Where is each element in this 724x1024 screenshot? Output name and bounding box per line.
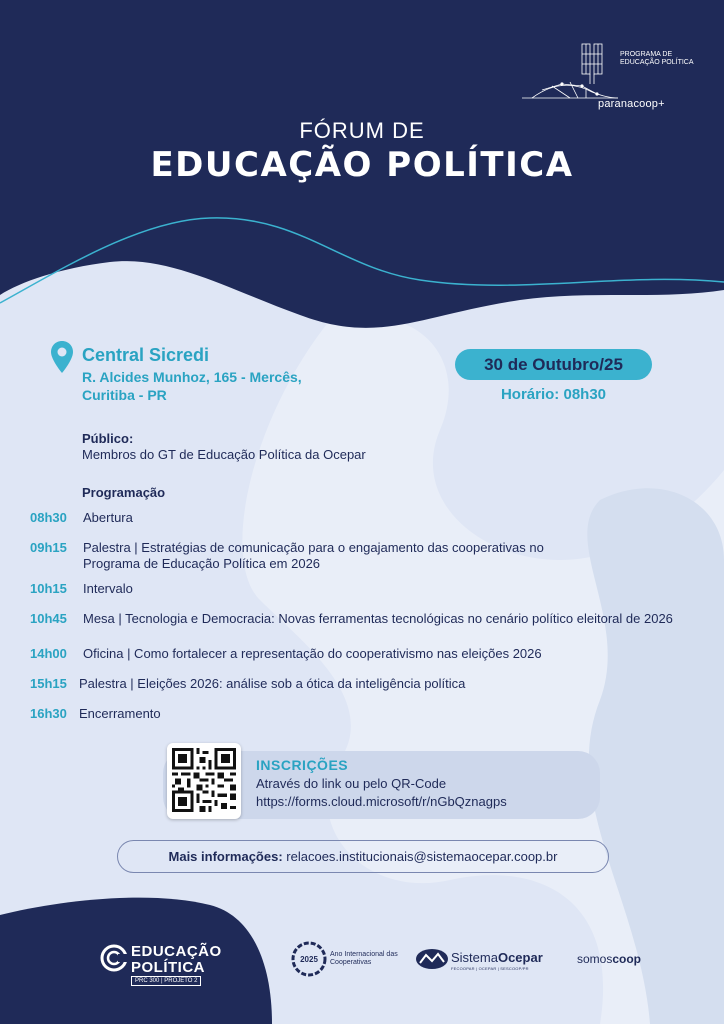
sistema-ocepar-logo-icon (415, 948, 449, 970)
schedule-time: 14h00 (30, 646, 67, 661)
venue-address-line1: R. Alcides Munhoz, 165 - Mercês, (82, 369, 302, 385)
schedule-description: Encerramento (79, 706, 161, 721)
event-title-line1: FÓRUM DE (299, 118, 425, 143)
cooperatives-year-text: Ano Internacional das Cooperativas (330, 951, 398, 966)
audience-label: Público: (82, 431, 134, 446)
schedule-time: 08h30 (30, 510, 67, 525)
ocepar-light: Sistema (451, 950, 498, 965)
schedule-description: Abertura (83, 510, 133, 525)
venue-address (82, 368, 302, 404)
location-pin-icon (50, 340, 74, 374)
educacao-politica-logo-tag: PRC 300 | PROJETO 2 (131, 976, 201, 986)
schedule-description: Mesa | Tecnologia e Democracia: Novas ferramentas tecnológicas no cenário político eleitoral de 2026 (83, 611, 673, 626)
educacao-politica-logo-line1: EDUCAÇÃO (131, 943, 222, 960)
event-date-badge: 30 de Outubro/25 (455, 349, 652, 380)
schedule-time: 10h15 (30, 581, 67, 596)
somos-light: somos (577, 952, 613, 966)
qr-code[interactable] (167, 743, 241, 819)
cooperatives-year-logo-icon (290, 940, 328, 978)
venue-name: Central Sicredi (82, 345, 210, 365)
program-logo-text: PROGRAMA DE EDUCAÇÃO POLÍTICA (620, 51, 694, 66)
ocepar-bold: Ocepar (497, 950, 543, 965)
schedule-time: 15h15 (30, 676, 67, 691)
schedule-heading: Programação (82, 485, 166, 500)
qr-code-icon (172, 748, 236, 812)
schedule-time: 16h30 (30, 706, 67, 721)
registration-link[interactable]: https://forms.cloud.microsoft/r/nGbQznagps (256, 794, 507, 809)
somos-bold: coop (612, 952, 642, 966)
year-badge: 2025 (300, 955, 318, 964)
event-title-line2: EDUCAÇÃO POLÍTICA (150, 145, 574, 185)
registration-instruction: Através do link ou pelo QR-Code (256, 776, 447, 791)
more-info-label: Mais informações: (168, 849, 283, 864)
somoscoop-logo (577, 952, 641, 966)
event-time: Horário: 08h30 (500, 386, 607, 403)
schedule-description-cont: Programa de Educação Política em 2026 (83, 556, 321, 571)
schedule-time: 10h45 (30, 611, 67, 626)
venue-address-line2: Curitiba - PR (82, 387, 167, 403)
sistema-ocepar-subtitle: FECOOPAR | OCEPAR | SESCOOP/PR (451, 966, 529, 971)
sistema-ocepar-logo (451, 950, 543, 965)
more-info-box (117, 840, 609, 873)
schedule-description: Intervalo (83, 581, 133, 596)
registration-heading: INSCRIÇÕES (256, 757, 349, 773)
schedule-time: 09h15 (30, 540, 67, 555)
contact-email-link[interactable]: relacoes.institucionais@sistemaocepar.coop.br (286, 849, 558, 864)
schedule-description: Palestra | Eleições 2026: análise sob a ótica da inteligência política (79, 676, 466, 691)
paranacoop-logo: paranacoop+ (598, 98, 665, 110)
educacao-politica-logo-line2: POLÍTICA (131, 959, 205, 976)
educacao-politica-logo-icon (99, 943, 129, 973)
schedule-description: Oficina | Como fortalecer a representação do cooperativismo nas eleições 2026 (83, 646, 542, 661)
audience-value: Membros do GT de Educação Política da Ocepar (82, 447, 366, 462)
schedule-description: Palestra | Estratégias de comunicação para o engajamento das cooperativas no (83, 540, 544, 555)
